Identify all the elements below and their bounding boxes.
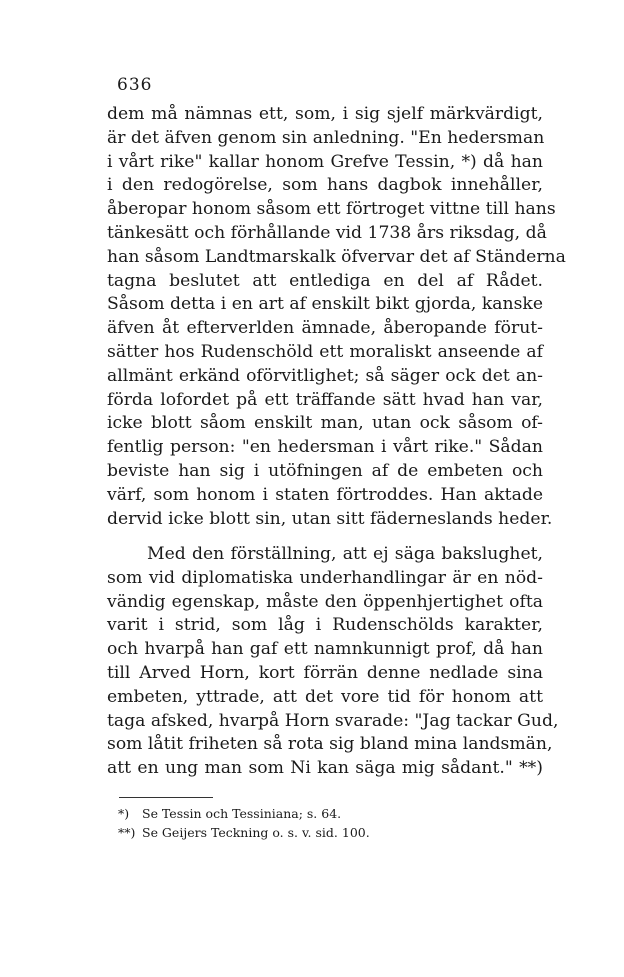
text-line: som låtit friheten så rota sig bland mina landsmän, (107, 734, 553, 755)
text-line: tänkesätt och förhållande vid 1738 års riksdag, då (107, 222, 547, 243)
text-line: fentlig person: "en hedersman i vårt rike." Sådan (107, 437, 543, 458)
text-line: varit i strid, som låg i Rudenschölds karakter, (107, 615, 543, 636)
text-line: värf, som honom i staten förtroddes. Han aktade (107, 484, 543, 505)
text-line: åberopar honom såsom ett förtroget vittne till hans (107, 199, 556, 220)
text-line: i den redogörelse, som hans dagbok innehåller, (107, 175, 543, 196)
text-line: beviste han sig i utöfningen af de embeten och (107, 460, 543, 481)
text-line: att en ung man som Ni kan säga mig sådant." **) (107, 758, 543, 779)
text-line: förda lofordet på ett träffande sätt hvad han var, (107, 389, 543, 410)
text-line: som vid diplomatiska underhandlingar är en nöd- (107, 567, 543, 588)
footnote-marker: *) (118, 806, 130, 821)
text-line: icke blott såom enskilt man, utan ock såsom of- (107, 413, 543, 434)
text-line: vändig egenskap, måste den öppenhjertighet ofta (107, 591, 543, 612)
text-line: taga afsked, hvarpå Horn svarade: "Jag tackar Gud, (107, 710, 559, 731)
text-line: i vårt rike" kallar honom Grefve Tessin, *) då han (107, 151, 543, 172)
text-line: Såsom detta i en art af enskilt bikt gjorda, kanske (107, 294, 543, 315)
text-line: dem må nämnas ett, som, i sig sjelf märkvärdigt, (107, 104, 543, 124)
text-line: Med den förställning, att ej säga bakslughet, (147, 544, 543, 564)
text-line: embeten, yttrade, att det vore tid för honom att (107, 686, 543, 707)
footnote-1 (118, 804, 538, 823)
paragraph-1 (107, 103, 566, 531)
footnote-marker: **) (118, 825, 136, 840)
footnote-text: Se Geijers Teckning o. s. v. sid. 100. (142, 825, 370, 840)
text-line: allmänt erkänd oförvitlighet; så säger ock det an- (107, 365, 543, 386)
text-line: till Arved Horn, kort förrän denne nedlade sina (107, 662, 543, 683)
text-line: och hvarpå han gaf ett namnkunnigt prof, då han (107, 639, 543, 660)
footnote-text: Se Tessin och Tessiniana; s. 64. (142, 806, 342, 821)
paragraph-2 (107, 543, 559, 781)
footnote-divider (119, 797, 213, 798)
footnote-2 (118, 823, 538, 842)
text-line: dervid icke blott sin, utan sitt fäderneslands heder. (107, 508, 553, 529)
text-line: äfven åt efterverlden ämnade, åberopande förut- (107, 318, 543, 339)
footnotes (118, 804, 538, 842)
text-line: sätter hos Rudenschöld ett moraliskt anseende af (107, 341, 543, 362)
text-line: är det äfven genom sin anledning. "En hedersman (107, 127, 545, 148)
text-line: han såsom Landtmarskalk öfvervar det af Ständerna (107, 246, 566, 267)
text-line: tagna beslutet att entlediga en del af Rådet. (107, 270, 543, 291)
page-number: 636 (117, 75, 153, 95)
